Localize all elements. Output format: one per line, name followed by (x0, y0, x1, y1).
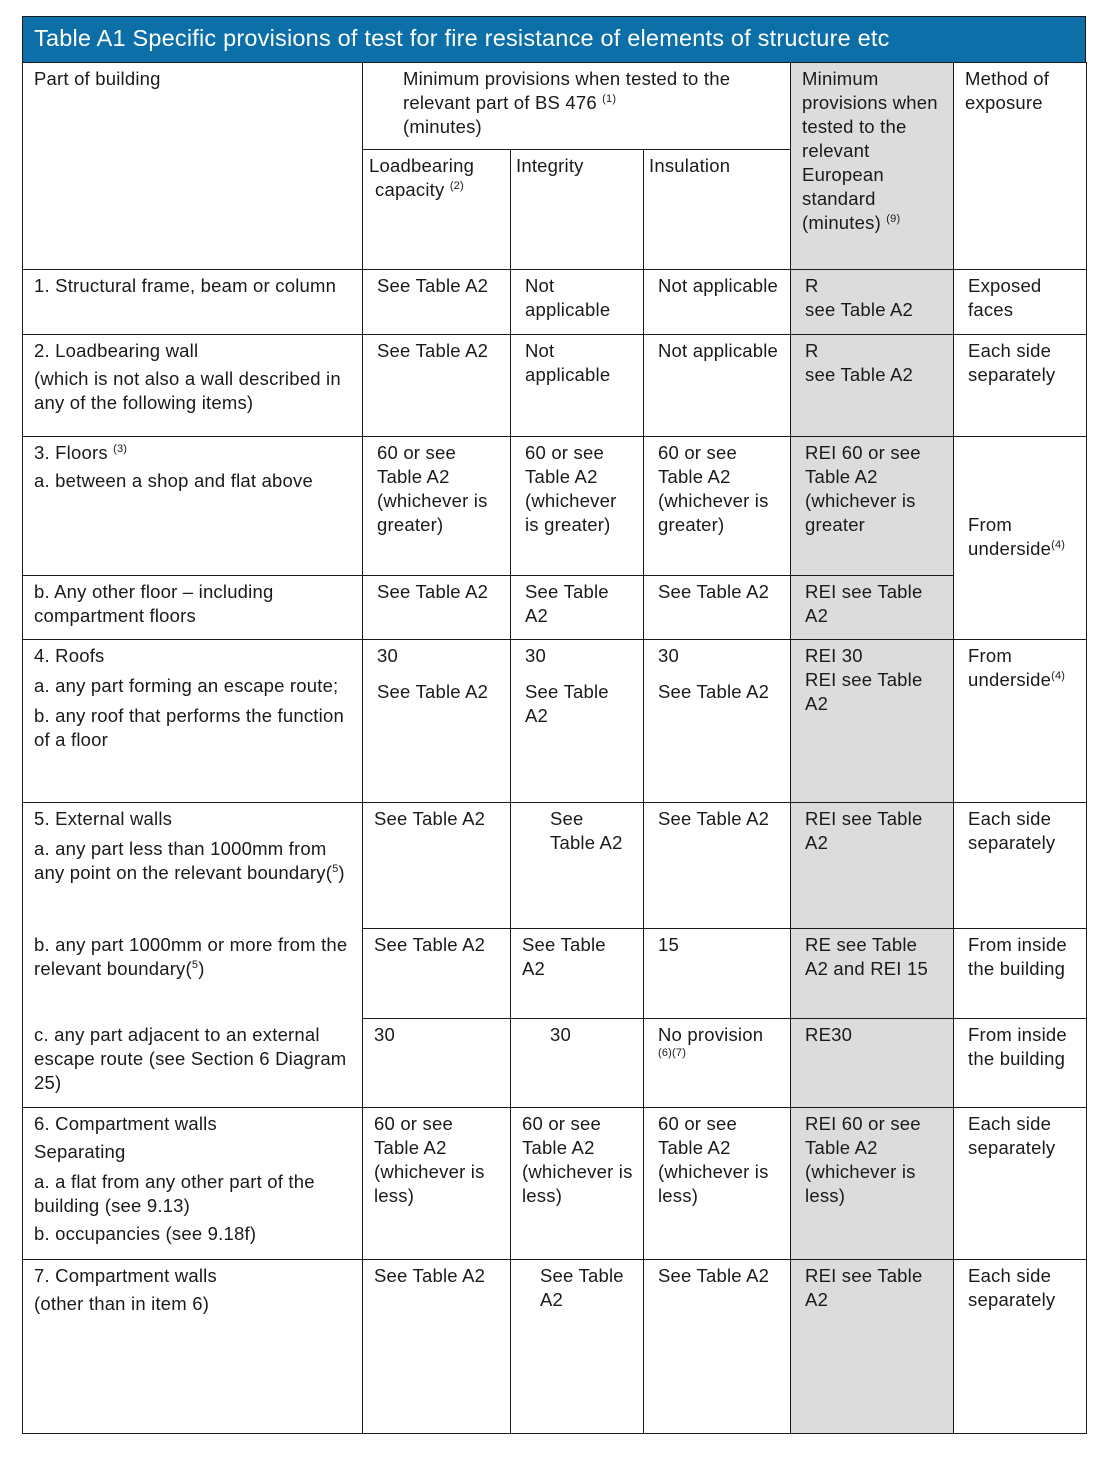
table-row (23, 270, 1087, 335)
header-method: Method of exposure (954, 63, 1087, 270)
row7-method: Each side separately (954, 1260, 1087, 1434)
row5a-method: Each side separately (954, 803, 1087, 929)
table-row (23, 335, 1087, 437)
row2-european: R see Table A2 (791, 335, 954, 437)
row6-part: 6. Compartment walls Separating a. a flat from any other part of the building (see 9.13) b. occupancies (see 9.18f) (23, 1108, 363, 1260)
row5b-european: RE see Table A2 and REI 15 (791, 929, 954, 1019)
row1-integrity: Not applicable (511, 270, 644, 335)
row7-part: 7. Compartment walls (other than in item 6) (23, 1260, 363, 1434)
row5b-loadbearing: See Table A2 (363, 929, 511, 1019)
row5a-part: 5. External walls a. any part less than 1000mm from any point on the relevant boundary($^5$) (23, 803, 363, 929)
row6-insulation: 60 or see Table A2 (whichever is less) (644, 1108, 791, 1260)
header-loadbearing: Loadbearing capacity $^{(2)}$ (363, 150, 511, 270)
row5c-integrity: 30 (511, 1019, 644, 1108)
row6-european: REI 60 or see Table A2 (whichever is less) (791, 1108, 954, 1260)
row1-method: Exposed faces (954, 270, 1087, 335)
provisions-table (22, 62, 1087, 1434)
row3b-european: REI see Table A2 (791, 576, 954, 640)
row5b-part: b. any part 1000mm or more from the relevant boundary($^5$) (23, 929, 363, 1019)
row3a-european: REI 60 or see Table A2 (whichever is greater (791, 437, 954, 576)
row6-method: Each side separately (954, 1108, 1087, 1260)
table-row (23, 1019, 1087, 1108)
header-bs476-group: Minimum provisions when tested to the relevant part of BS 476 $^{(1)}$ (minutes) (363, 63, 791, 150)
table-row (23, 640, 1087, 803)
row3b-part: b. Any other floor – including compartment floors (23, 576, 363, 640)
table-row (23, 576, 1087, 640)
header-integrity: Integrity (511, 150, 644, 270)
row7-loadbearing: See Table A2 (363, 1260, 511, 1434)
header-part: Part of building (23, 63, 363, 270)
row3a-loadbearing: 60 or see Table A2 (whichever is greater) (363, 437, 511, 576)
row4-european: REI 30 REI see Table A2 (791, 640, 954, 803)
row3b-integrity: See Table A2 (511, 576, 644, 640)
header-row (23, 63, 1087, 150)
row1-european: R see Table A2 (791, 270, 954, 335)
row6-loadbearing: 60 or see Table A2 (whichever is less) (363, 1108, 511, 1260)
row1-part: 1. Structural frame, beam or column (23, 270, 363, 335)
row5b-insulation: 15 (644, 929, 791, 1019)
row5c-part: c. any part adjacent to an external escape route (see Section 6 Diagram 25) (23, 1019, 363, 1108)
row2-loadbearing: See Table A2 (363, 335, 511, 437)
row5a-insulation: See Table A2 (644, 803, 791, 929)
row4-loadbearing: 30 See Table A2 (363, 640, 511, 803)
row7-european: REI see Table A2 (791, 1260, 954, 1434)
row5c-loadbearing: 30 (363, 1019, 511, 1108)
row4-insulation: 30 See Table A2 (644, 640, 791, 803)
header-european: Minimum provisions when tested to the relevant European standard (minutes) $^{(9)}$ (791, 63, 954, 270)
row4-method: From underside$^{(4)}$ (954, 640, 1087, 803)
row5b-integrity: See Table A2 (511, 929, 644, 1019)
row1-loadbearing: See Table A2 (363, 270, 511, 335)
row3b-loadbearing: See Table A2 (363, 576, 511, 640)
row5a-loadbearing: See Table A2 (363, 803, 511, 929)
row2-method: Each side separately (954, 335, 1087, 437)
header-insulation: Insulation (644, 150, 791, 270)
row3b-insulation: See Table A2 (644, 576, 791, 640)
row5c-insulation: No provision (6)(7) (644, 1019, 791, 1108)
row7-integrity: See Table A2 (511, 1260, 644, 1434)
row3a-insulation: 60 or see Table A2 (whichever is greater) (644, 437, 791, 576)
row6-integrity: 60 or see Table A2 (whichever is less) (511, 1108, 644, 1260)
row5c-european: RE30 (791, 1019, 954, 1108)
row5b-method: From inside the building (954, 929, 1087, 1019)
table-row (23, 1260, 1087, 1434)
row2-insulation: Not applicable (644, 335, 791, 437)
row3-method: From underside$^{(4)}$ (954, 437, 1087, 640)
table-row (23, 929, 1087, 1019)
row4-part: 4. Roofs a. any part forming an escape route; b. any roof that performs the function of a floor (23, 640, 363, 803)
table-row (23, 803, 1087, 929)
table-row (23, 1108, 1087, 1260)
row5a-integrity: See Table A2 (511, 803, 644, 929)
table-title: Table A1 Specific provisions of test for fire resistance of elements of structure etc (22, 16, 1086, 62)
table-row (23, 437, 1087, 576)
row3a-part: 3. Floors $^{(3)}$ a. between a shop and flat above (23, 437, 363, 576)
row4-integrity: 30 See Table A2 (511, 640, 644, 803)
row5a-european: REI see Table A2 (791, 803, 954, 929)
row2-integrity: Not applicable (511, 335, 644, 437)
row2-part: 2. Loadbearing wall (which is not also a wall described in any of the following items) (23, 335, 363, 437)
fire-resistance-table (22, 16, 1086, 1434)
row3a-integrity: 60 or see Table A2 (whichever is greater) (511, 437, 644, 576)
row5c-method: From inside the building (954, 1019, 1087, 1108)
row7-insulation: See Table A2 (644, 1260, 791, 1434)
row1-insulation: Not applicable (644, 270, 791, 335)
